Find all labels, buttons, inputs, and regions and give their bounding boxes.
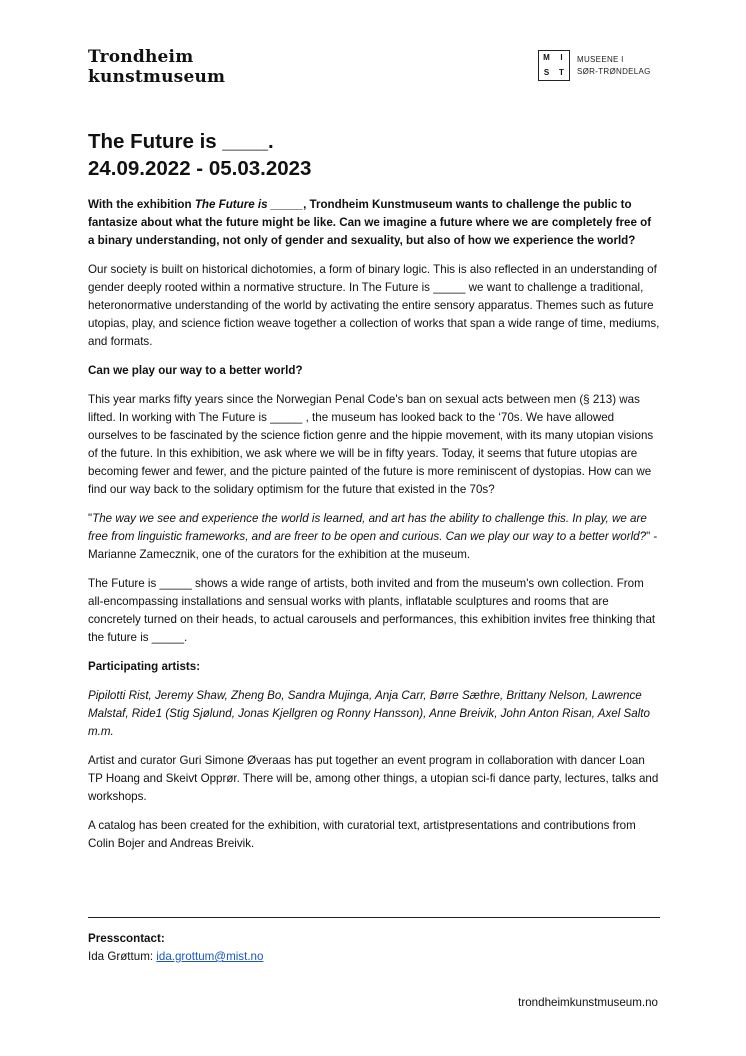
document-title — [88, 128, 311, 182]
quote-text: The way we see and experience the world is learned, and art has the ability to challenge this. In play, we are free from linguistic frameworks, and are freer to be open and curious. Can we play our way to a better world? — [88, 512, 647, 543]
press-contact-heading: Presscontact: — [88, 932, 165, 945]
paragraph-society: Our society is built on historical dichotomies, a form of binary logic. This is also reflected in an understanding of gender deeply rooted within a normative structure. In The Future is _____ we want to challenge a traditional, heteronormative understanding of the world by activating the entire sensory apparatus. Themes such as future utopias, play, and science fiction weave together a collection of works that span a wide range of time, mediums, and formats. — [88, 263, 660, 348]
trondheim-kunstmuseum-logo — [88, 47, 225, 87]
press-contact — [88, 930, 263, 966]
document-body — [88, 196, 660, 864]
museum-line-2: SØR-TRØNDELAG — [577, 66, 651, 76]
intro-part-1: With the exhibition — [88, 198, 195, 211]
intro-exhibition-title: The Future is _____ — [194, 198, 304, 211]
press-contact-email-link[interactable]: ida.grottum@mist.no — [156, 950, 264, 963]
title-line-1: The Future is ____. — [88, 130, 274, 153]
paragraph-fifty-years: This year marks fifty years since the Norwegian Penal Code's ban on sexual acts between men (§ 213) was lifted. In working with The Future is _____ , the museum has looked back to the ‘70s. We have allowed ourselves to be fascinated by the science fiction genre and the hippie movement, with its many utopian visions of the future. In this exhibition, we ask where we will be in fifty years. Today, it seems that future utopias are becoming fewer and fewer, and the picture painted of the future is more reminiscent of dystopias. How can we find our way back to the solidary optimism for the future that existed in the 70s? — [88, 393, 654, 496]
quote-open: " — [88, 512, 93, 525]
intro-part-2: , Trondheim Kunstmuseum wants to challenge the public to fantasize about what the future might be like. Can we imagine a future where we are completely free of a binary understanding, not only of gender and sexuality, but also of how we experience the world? — [88, 198, 652, 247]
logo-line-1: Trondheim — [88, 47, 194, 67]
quote-attribution: " - Marianne Zamecznik, one of the curators for the exhibition at the museum. — [88, 530, 658, 561]
mist-letter-s: S — [543, 67, 550, 77]
mist-letter-t: T — [559, 67, 564, 77]
section-heading-artists: Participating artists: — [88, 660, 201, 673]
quote-paragraph — [88, 510, 660, 564]
footer-divider — [88, 917, 660, 918]
section-heading-play: Can we play our way to a better world? — [88, 364, 303, 377]
artists-list: Pipilotti Rist, Jeremy Shaw, Zheng Bo, Sandra Mujinga, Anja Carr, Børre Sæthre, Brittany Nelson, Lawrence Malstaf, Ride1 (Stig Sjølund, Jonas Kjellgren og Ronny Hansson), Anne Breivik, John Anton Risan, Axel Salto m.m. — [88, 689, 650, 738]
mist-museum-name — [577, 54, 651, 78]
mist-logo-box — [538, 50, 570, 81]
title-dates: 24.09.2022 - 05.03.2023 — [88, 157, 312, 180]
paragraph-event-program: Artist and curator Guri Simone Øveraas has put together an event program in collaboration with dancer Loan TP Hoang and Skeivt Opprør. There will be, among other things, a utopian sci-fi dance party, lectures, talks and workshops. — [88, 754, 659, 803]
press-contact-line — [88, 948, 263, 966]
footer-website: trondheimkunstmuseum.no — [518, 996, 658, 1009]
museum-line-1: MUSEENE I — [577, 54, 624, 64]
mist-letter-i: I — [560, 53, 563, 63]
logo-line-2: kunstmuseum — [88, 67, 226, 87]
mist-logo — [538, 50, 651, 81]
paragraph-artists-range: The Future is _____ shows a wide range of artists, both invited and from the museum's own collection. From all-encompassing installations and sensual works with plants, inflatable sculptures and rooms that are concretely turned on their heads, to actual carousels and performances, this exhibition invites free thinking that the future is _____. — [88, 577, 656, 644]
press-contact-name: Ida Grøttum: — [88, 950, 157, 963]
intro-paragraph — [88, 196, 660, 250]
mist-letter-m: M — [543, 53, 550, 63]
paragraph-catalog: A catalog has been created for the exhibition, with curatorial text, artistpresentations and contributions from Colin Bojer and Andreas Breivik. — [88, 819, 636, 850]
